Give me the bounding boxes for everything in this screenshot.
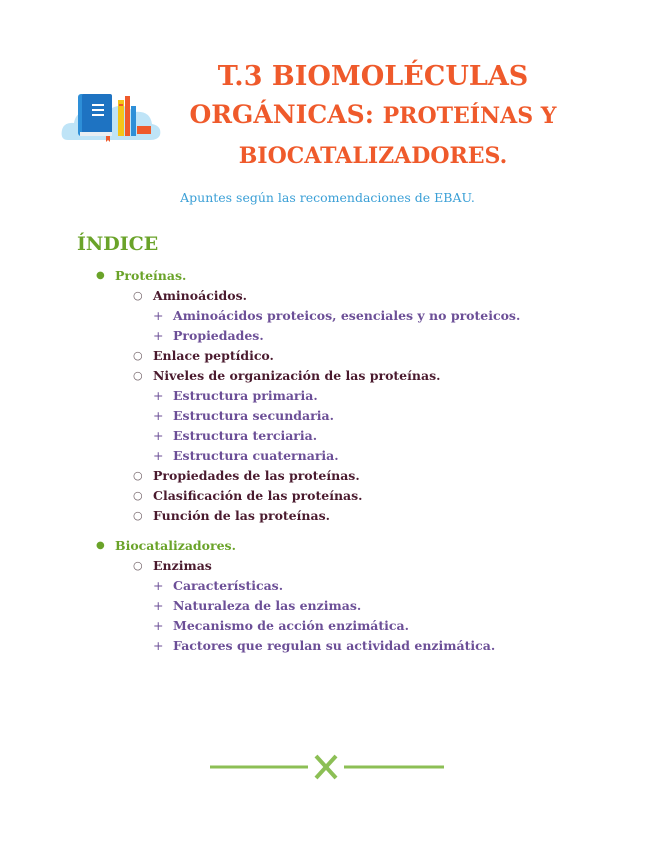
books-on-cloud-icon xyxy=(60,88,162,146)
bullet-circle: ○ xyxy=(133,349,143,362)
bullet-circle: ○ xyxy=(133,489,143,502)
bullet-plus: + xyxy=(153,598,164,613)
bullet-plus: + xyxy=(153,448,164,463)
title-line-1: T.3 BIOMOLÉCULAS xyxy=(217,61,529,92)
outline-label: Características. xyxy=(173,578,284,593)
bullet-plus: + xyxy=(153,308,164,323)
outline-subsubitem xyxy=(95,426,635,446)
outline-label: Propiedades. xyxy=(173,328,264,343)
outline-subitem xyxy=(95,506,635,526)
bullet-plus: + xyxy=(153,408,164,423)
outline-label: Clasificación de las proteínas. xyxy=(153,488,363,503)
bullet-plus: + xyxy=(153,388,164,403)
outline-label: Aminoácidos. xyxy=(153,288,248,303)
bullet-plus: + xyxy=(153,428,164,443)
bullet-plus: + xyxy=(153,578,164,593)
bullet-circle: ○ xyxy=(133,509,143,522)
title-line-2a: ORGÁNICAS: xyxy=(189,100,383,129)
outline-subsubitem xyxy=(95,446,635,466)
outline-subsubitem xyxy=(95,636,635,656)
outline-label: Estructura primaria. xyxy=(173,388,318,403)
outline-label: Enlace peptídico. xyxy=(153,348,274,363)
bullet-circle: ○ xyxy=(133,289,143,302)
outline-item-biocatalizadores xyxy=(95,536,635,556)
bullet-circle: ○ xyxy=(133,559,143,572)
outline-item-proteinas xyxy=(95,266,635,286)
bullet-dot: ● xyxy=(96,540,105,551)
outline-label: Función de las proteínas. xyxy=(153,508,330,523)
outline-subsubitem xyxy=(95,306,635,326)
outline-label: Biocatalizadores. xyxy=(115,538,236,553)
title-line-2b: PROTEÍNAS Y xyxy=(382,103,557,129)
bullet-plus: + xyxy=(153,638,164,653)
outline-label: Estructura terciaria. xyxy=(173,428,318,443)
outline-label: Niveles de organización de las proteínas. xyxy=(153,368,441,383)
outline-label: Mecanismo de acción enzimática. xyxy=(173,618,409,633)
bullet-plus: + xyxy=(153,328,164,343)
outline-subitem xyxy=(95,366,635,386)
index-heading: ÍNDICE xyxy=(77,233,159,255)
outline-label: Estructura secundaria. xyxy=(173,408,334,423)
outline-subsubitem xyxy=(95,616,635,636)
outline-subitem xyxy=(95,286,635,306)
outline-label: Aminoácidos proteicos, esenciales y no proteicos. xyxy=(173,308,521,323)
outline-subsubitem xyxy=(95,596,635,616)
bullet-circle: ○ xyxy=(133,469,143,482)
outline-subitem xyxy=(95,466,635,486)
subtitle: Apuntes según las recomendaciones de EBAU. xyxy=(180,190,475,205)
bullet-circle: ○ xyxy=(133,369,143,382)
index-outline xyxy=(95,266,635,656)
bullet-dot: ● xyxy=(96,270,105,281)
outline-subsubitem xyxy=(95,386,635,406)
document-title xyxy=(168,58,578,175)
outline-subsubitem xyxy=(95,326,635,346)
outline-label: Naturaleza de las enzimas. xyxy=(173,598,362,613)
outline-subitem xyxy=(95,486,635,506)
outline-subsubitem xyxy=(95,406,635,426)
cross-divider-icon xyxy=(210,752,444,782)
outline-subitem xyxy=(95,556,635,576)
outline-label: Factores que regulan su actividad enzimática. xyxy=(173,638,496,653)
outline-label: Proteínas. xyxy=(115,268,187,283)
outline-subitem xyxy=(95,346,635,366)
bullet-plus: + xyxy=(153,618,164,633)
outline-label: Estructura cuaternaria. xyxy=(173,448,339,463)
outline-label: Propiedades de las proteínas. xyxy=(153,468,360,483)
outline-label: Enzimas xyxy=(153,558,212,573)
outline-subsubitem xyxy=(95,576,635,596)
title-line-3: BIOCATALIZADORES. xyxy=(238,143,508,169)
